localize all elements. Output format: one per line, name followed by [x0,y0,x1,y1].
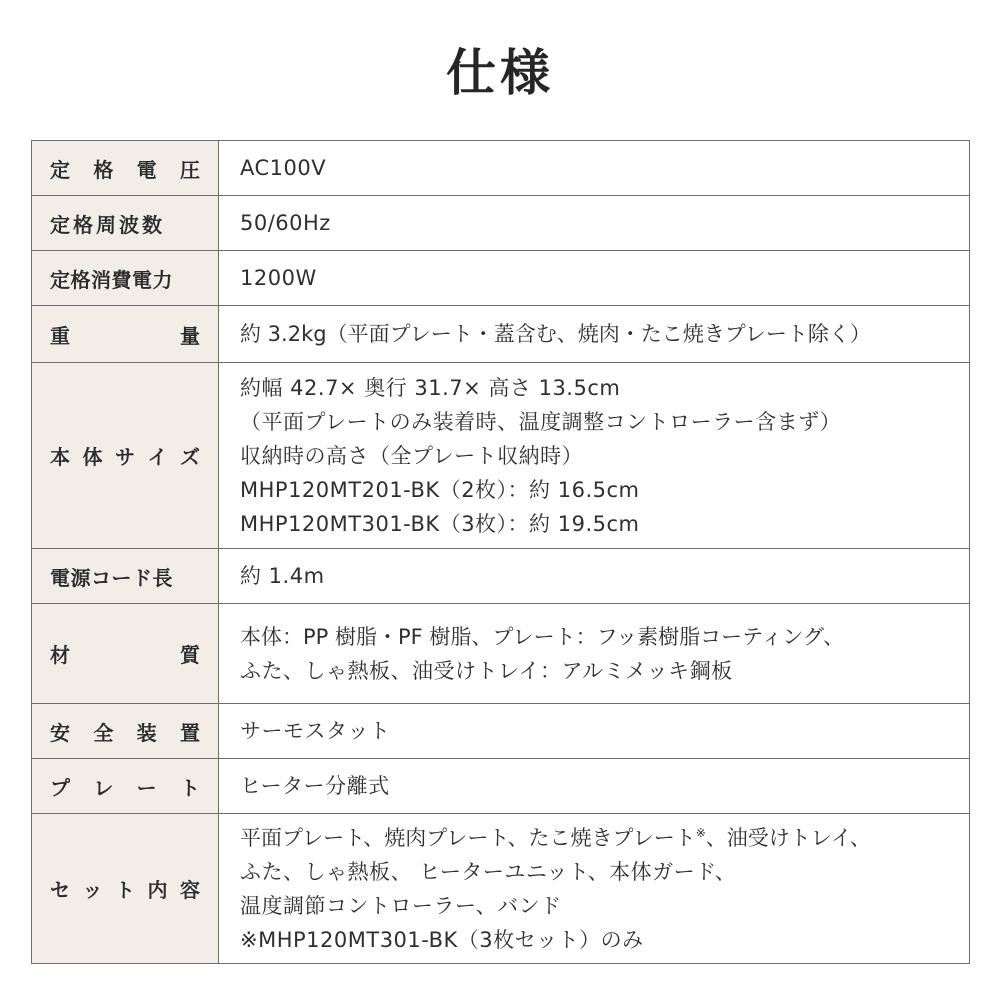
spec-row-cord-length [32,549,970,604]
label-char: プ [50,775,70,800]
spec-label-safety-device [32,704,219,759]
label-char: サ [115,445,135,469]
spec-label-rated-power [32,251,219,306]
value-line: 本体：PP 樹脂・PF 樹脂、プレート：フッ素樹脂コーティング、 [240,624,845,649]
spec-label-body-size [32,363,219,549]
label-char: 本 [50,445,70,469]
spec-label-rated-voltage [32,141,219,196]
label-char: 体 [82,445,103,469]
spec-label-material [32,604,219,704]
label-char: 容 [180,878,200,902]
spec-row-plate [32,759,970,814]
spec-value-rated-voltage [219,141,970,196]
value-text: 平面プレート、焼肉プレート、たこ焼きプレート [240,825,696,850]
value-text: 、油受けトレイ、 [705,825,871,850]
value-line: 約 3.2kg（平面プレート・蓋含む、焼肉・たこ焼きプレート除く） [240,322,871,346]
spec-value-rated-power [219,251,970,306]
label-char: 装 [136,720,157,745]
label-char: 質 [180,643,200,667]
spec-value-material [219,604,970,704]
spec-table [31,140,970,964]
label-char: ト [115,878,135,902]
label-text: 定格周波数 [50,212,165,237]
value-line: ふた、しゃ熱板、 ヒーターユニット、本体ガード、 [240,859,737,884]
label-char: 圧 [179,157,200,182]
label-char: 材 [50,643,70,667]
spec-value-cord-length [219,549,970,604]
spec-row-rated-frequency [32,196,970,251]
spec-label-weight [32,306,219,363]
label-char: イ [147,445,168,469]
label-char: セ [50,878,70,902]
value-line: 約 1.4m [240,564,325,588]
value-line: サーモスタット [240,719,391,743]
value-line: 温度調節コントローラー、バンド [240,893,562,918]
spec-row-rated-power [32,251,970,306]
page-title: 仕様 [446,44,554,102]
value-line: 50/60Hz [240,211,331,235]
spec-value-weight [219,306,970,363]
value-line: ※MHP120MT301-BK（3枚セット）のみ [240,927,644,952]
note-mark: ※ [695,825,706,840]
label-char: ズ [180,445,200,469]
label-char: 全 [93,720,114,745]
label-char: 量 [180,323,200,348]
spec-value-safety-device [219,704,970,759]
label-char: 定 [50,157,70,182]
spec-label-cord-length [32,549,219,604]
label-char: 格 [93,157,114,182]
label-char: 電 [136,157,157,182]
spec-label-rated-frequency [32,196,219,251]
value-line: MHP120MT201-BK（2枚）：約 16.5cm [240,477,640,502]
label-char: ッ [82,878,103,902]
spec-row-rated-voltage [32,141,970,196]
spec-value-body-size [219,363,970,549]
label-text: 電源コード長 [50,565,173,590]
spec-row-set-contents [32,814,970,964]
spec-value-plate [219,759,970,814]
label-char: 内 [147,878,168,902]
value-line: MHP120MT301-BK（3枚）：約 19.5cm [240,511,640,536]
spec-value-set-contents [219,814,970,964]
label-char: 安 [50,720,70,745]
spec-value-rated-frequency [219,196,970,251]
label-char: 置 [179,720,200,745]
label-char: ー [136,775,157,800]
spec-row-material [32,604,970,704]
value-line: ふた、しゃ熱板、油受けトレイ：アルミメッキ鋼板 [240,658,733,683]
value-line: 収納時の高さ（全プレート収納時） [240,443,584,468]
label-text: 定格消費電力 [50,267,173,292]
value-line: 約幅 42.7× 奥行 31.7× 高さ 13.5cm [240,375,621,400]
value-line: AC100V [240,156,327,180]
spec-label-set-contents [32,814,219,964]
value-line: （平面プレートのみ装着時、温度調整コントローラー含まず） [240,409,842,434]
value-line: 1200W [240,266,317,290]
label-char: レ [93,775,114,800]
value-line [240,821,969,855]
label-char: 重 [50,323,70,348]
spec-row-safety-device [32,704,970,759]
spec-label-plate [32,759,219,814]
value-line: ヒーター分離式 [240,774,390,798]
spec-row-body-size [32,363,970,549]
label-char: ト [179,775,200,800]
spec-row-weight [32,306,970,363]
